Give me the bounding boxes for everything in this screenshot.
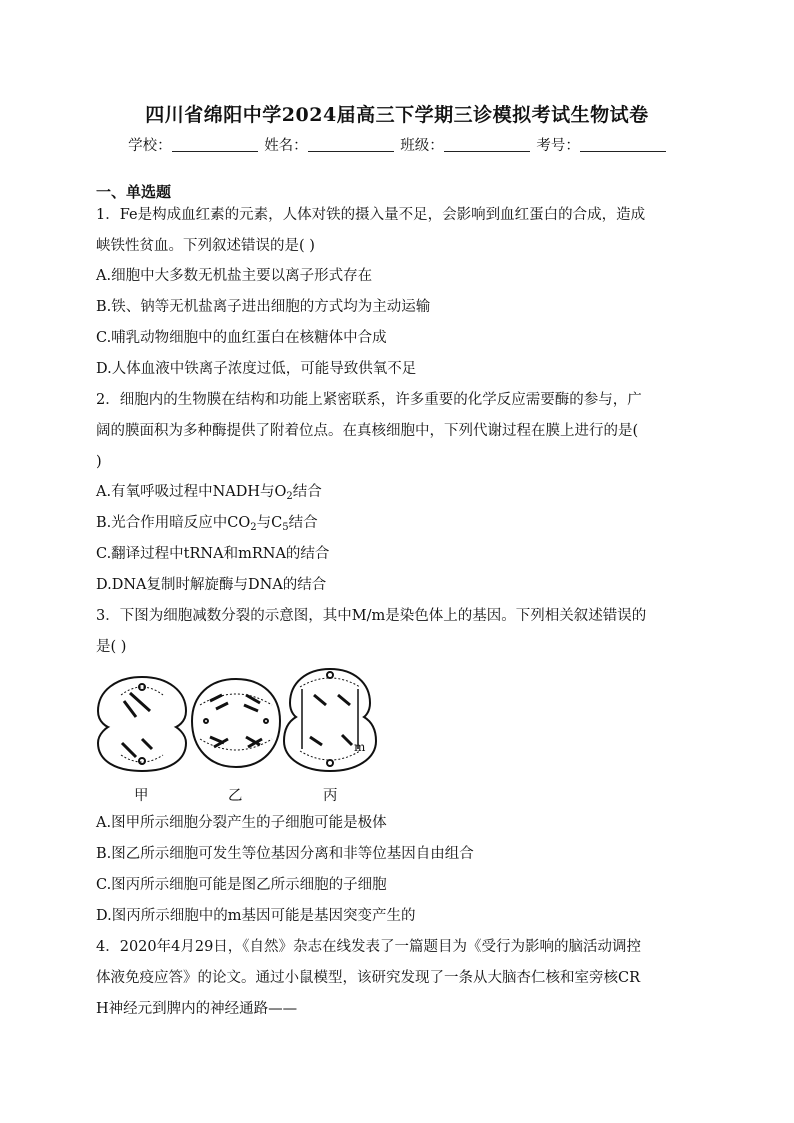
name-blank[interactable]	[308, 137, 394, 152]
cell-jia	[98, 677, 186, 771]
q1-option-c: C.哺乳动物细胞中的血红蛋白在核糖体中合成	[96, 330, 387, 346]
q4-stem-line1: 4．2020年4月29日，《自然》杂志在线发表了一篇题目为《受行为影响的脑活动调控	[96, 939, 642, 955]
cell-yi	[192, 679, 280, 767]
class-label: 班级：	[400, 138, 444, 154]
q1-option-d: D.人体血液中铁离子浓度过低，可能导致供氧不足	[96, 361, 417, 377]
q2-option-d: D.DNA复制时解旋酶与DNA的结合	[96, 577, 327, 593]
q3-option-d: D.图丙所示细胞中的m基因可能是基因突变产生的	[96, 908, 416, 924]
gene-m-label: m	[354, 740, 366, 754]
q3-stem-line2: 是( )	[96, 639, 127, 655]
fig-label-bing: 丙	[323, 788, 338, 804]
q2-stem-line1: 2．细胞内的生物膜在结构和功能上紧密联系，许多重要的化学反应需要酶的参与，广	[96, 392, 642, 408]
id-blank[interactable]	[580, 137, 666, 152]
student-info-line	[0, 134, 794, 155]
q2-stem-line3: )	[96, 454, 102, 470]
q2-b-text-end: 结合	[288, 515, 318, 531]
q1-stem-line2: 峡铁性贫血。下列叙述错误的是( )	[96, 238, 315, 254]
exam-title: 四川省绵阳中学2024届高三下学期三诊模拟考试生物试卷	[145, 104, 649, 126]
q2-stem-line2: 阔的膜面积为多种酶提供了附着位点。在真核细胞中，下列代谢过程在膜上进行的是(	[96, 423, 639, 439]
school-blank[interactable]	[172, 137, 258, 152]
fig-label-jia: 甲	[134, 788, 149, 804]
q2-b-text: B.光合作用暗反应中CO	[96, 515, 251, 531]
name-label: 姓名：	[264, 138, 308, 154]
fig-label-yi: 乙	[228, 788, 243, 804]
q2-option-a	[96, 482, 322, 502]
q2-b-sub: 2	[250, 522, 257, 533]
id-label: 考号：	[536, 138, 580, 154]
q2-b-text-mid: 与C	[256, 515, 283, 531]
q4-stem-line2: 体液免疫应答》的论文。通过小鼠模型，该研究发现了一条从大脑杏仁核和室旁核CR	[96, 970, 641, 986]
q1-stem-line1: 1．Fe是构成血红素的元素，人体对铁的摄入量不足，会影响到血红蛋白的合成，造成	[96, 207, 646, 223]
q3-stem-line1: 3．下图为细胞减数分裂的示意图，其中M/m是染色体上的基因。下列相关叙述错误的	[96, 608, 647, 624]
q2-option-c: C.翻译过程中tRNA和mRNA的结合	[96, 546, 330, 562]
q3-option-b: B.图乙所示细胞可发生等位基因分离和非等位基因自由组合	[96, 846, 474, 862]
q3-option-a: A.图甲所示细胞分裂产生的子细胞可能是极体	[96, 815, 387, 831]
q3-option-c: C.图丙所示细胞可能是图乙所示细胞的子细胞	[96, 877, 387, 893]
cell-bing	[284, 669, 376, 771]
q1-option-b: B.铁、钠等无机盐离子进出细胞的方式均为主动运输	[96, 299, 431, 315]
q2-a-text: A.有氧呼吸过程中NADH与O	[96, 484, 287, 500]
q2-option-b	[96, 513, 318, 533]
meiosis-figure	[96, 665, 386, 775]
school-label: 学校：	[128, 138, 172, 154]
q2-a-text-end: 结合	[292, 484, 322, 500]
q2-b-sub2: 5	[282, 522, 289, 533]
q1-option-a: A.细胞中大多数无机盐主要以离子形式存在	[96, 268, 373, 284]
q4-stem-line3: H神经元到脾内的神经通路——	[96, 1001, 298, 1017]
class-blank[interactable]	[444, 137, 530, 152]
section-heading: 一、单选题	[96, 183, 172, 201]
q2-a-sub: 2	[286, 491, 293, 502]
